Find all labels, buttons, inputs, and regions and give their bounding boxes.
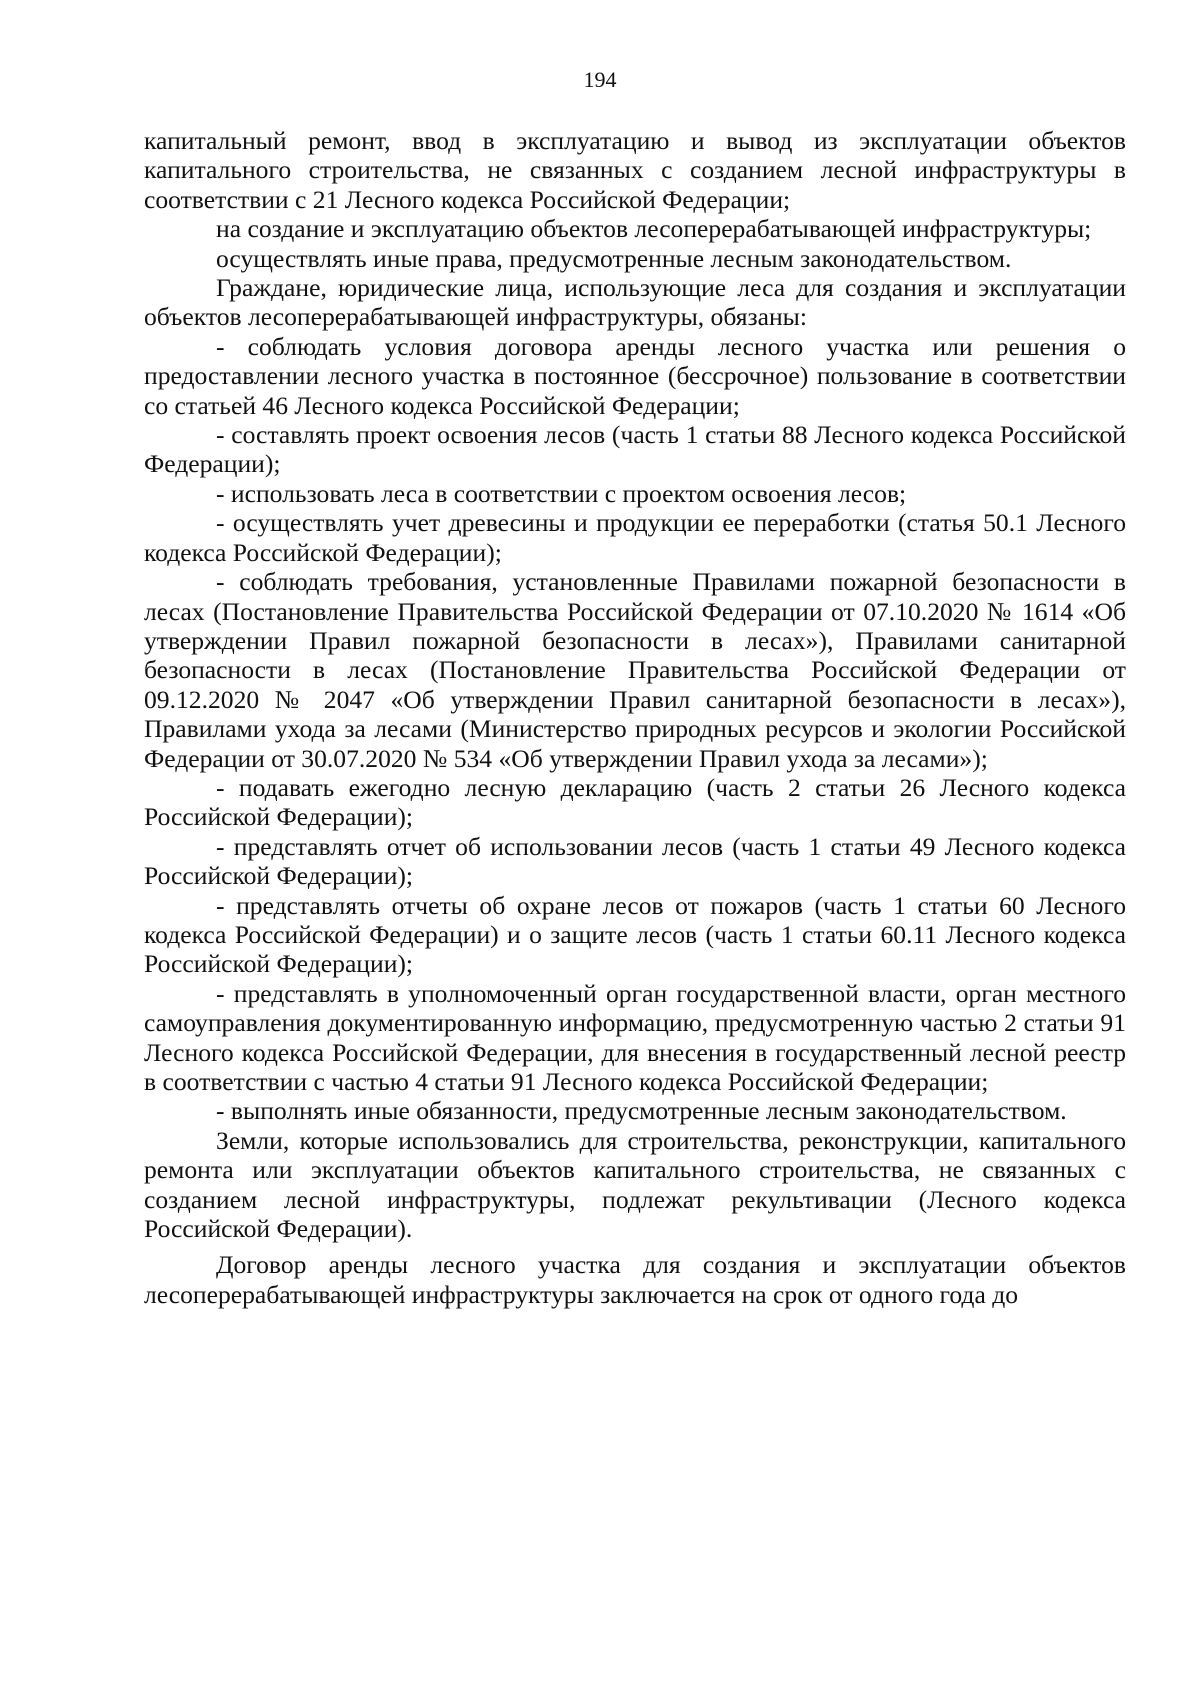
paragraph: капитальный ремонт, ввод в эксплуатацию и вывод из эксплуатации объектов капитального строительства, не связанных с созданием лесной инфраструктуры в соответствии с 21 Лесного кодекса Российской Федерации; bbox=[144, 126, 1126, 214]
list-item: - составлять проект освоения лесов (часть 1 статьи 88 Лесного кодекса Российской Федерации); bbox=[144, 420, 1126, 479]
page-number: 194 bbox=[583, 67, 617, 92]
list-item: - соблюдать условия договора аренды лесного участка или решения о предоставлении лесного участка в постоянное (бессрочное) пользование в соответствии со статьей 46 Лесного кодекса Российской Федерации; bbox=[144, 331, 1126, 420]
list-item: - соблюдать требования, установленные Правилами пожарной безопасности в лесах (Постановление Правительства Российской Федерации от 07.10.2020 № 1614 «Об утверждении Правил пожарной безопасности в лесах»), Правилами санитарной безопасности в лесах (Постановление Правительства Российской Федерации от 09.12.2020 № 2047 «Об утверждении Правил санитарной безопасности в лесах»), Правилами ухода за лесами (Министерство природных ресурсов и экологии Российской Федерации от 30.07.2020 № 534 «Об утверждении Правил ухода за лесами»); bbox=[144, 567, 1126, 773]
paragraph: на создание и эксплуатацию объектов лесоперерабатывающей инфраструктуры; bbox=[216, 214, 1092, 244]
list-item: - представлять отчет об использовании лесов (часть 1 статьи 49 Лесного кодекса Российской Федерации); bbox=[144, 831, 1126, 891]
paragraph: Земли, которые использовались для строительства, реконструкции, капитального ремонта или эксплуатации объектов капитального строительства, не связанных с созданием лесной инфраструктуры, подлежат рекультивации (Лесного кодекса Российской Федерации). bbox=[144, 1125, 1126, 1244]
paragraph: осуществлять иные права, предусмотренные лесным законодательством. bbox=[216, 243, 1012, 273]
list-item: - представлять отчеты об охране лесов от пожаров (часть 1 статьи 60 Лесного кодекса Российской Федерации) и о защите лесов (часть 1 статьи 60.11 Лесного кодекса Российской Федерации); bbox=[144, 890, 1126, 979]
list-item: - использовать леса в соответствии с проектом освоения лесов; bbox=[216, 478, 907, 508]
list-item: - осуществлять учет древесины и продукции ее переработки (статья 50.1 Лесного кодекса Российской Федерации); bbox=[144, 508, 1126, 567]
list-item: - выполнять иные обязанности, предусмотренные лесным законодательством. bbox=[216, 1096, 1067, 1126]
body-text bbox=[144, 126, 1126, 1309]
list-item: - представлять в уполномоченный орган государственной власти, орган местного самоуправления документированную информацию, предусмотренную частью 2 статьи 91 Лесного кодекса Российской Федерации, для внесения в государственный лесной реестр в соответствии с частью 4 статьи 91 Лесного кодекса Российской Федерации; bbox=[144, 978, 1126, 1096]
list-item: - подавать ежегодно лесную декларацию (часть 2 статьи 26 Лесного кодекса Российской Федерации); bbox=[144, 772, 1126, 832]
paragraph: Договор аренды лесного участка для создания и эксплуатации объектов лесоперерабатывающей инфраструктуры заключается на срок от одного года до bbox=[144, 1250, 1126, 1309]
paragraph: Граждане, юридические лица, использующие леса для создания и эксплуатации объектов лесоперерабатывающей инфраструктуры, обязаны: bbox=[144, 273, 1126, 332]
